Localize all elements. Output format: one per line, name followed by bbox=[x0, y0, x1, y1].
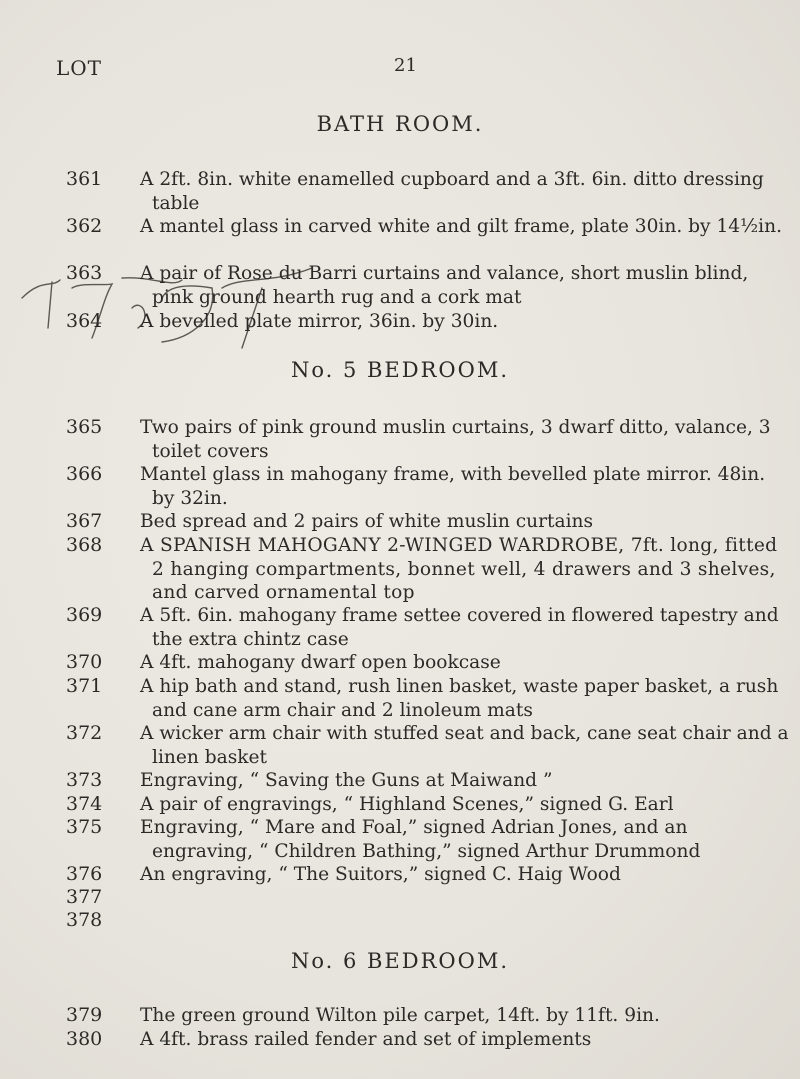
section-heading-no5-bedroom: No. 5 BEDROOM. bbox=[290, 358, 510, 382]
lot-description: A SPANISH MAHOGANY 2-WINGED WARDROBE, 7ft. long, fitted 2 hanging compartments, bonnet well, 4 drawers and 3 shelves, and carved ornamental top bbox=[140, 535, 778, 603]
lot-number: 372 bbox=[66, 722, 103, 744]
lot-number: 363 bbox=[66, 262, 103, 284]
lot-description: Engraving, “ Mare and Foal,” signed Adrian Jones, and an engraving, “ Children Bathing,” signed Arthur Drummond bbox=[140, 817, 701, 862]
section-heading-no6-bedroom: No. 6 BEDROOM. bbox=[290, 949, 510, 973]
lot-number: 369 bbox=[66, 604, 103, 626]
lot-description: A mantel glass in carved white and gilt frame, plate 30in. by 14½in. bbox=[140, 216, 782, 237]
lot-number: 380 bbox=[66, 1028, 103, 1050]
page-number: 21 bbox=[394, 55, 417, 76]
lot-number: 373 bbox=[66, 769, 103, 791]
lot-number: 361 bbox=[66, 168, 103, 190]
lot-description: Two pairs of pink ground muslin curtains, 3 dwarf ditto, valance, 3 toilet covers bbox=[140, 417, 771, 462]
lot-description: Engraving, “ Saving the Guns at Maiwand ” bbox=[140, 770, 553, 791]
lot-number: 368 bbox=[66, 534, 103, 556]
lot-number: 371 bbox=[66, 675, 103, 697]
lot-description: A wicker arm chair with stuffed seat and back, cane seat chair and a linen basket bbox=[140, 723, 789, 768]
lot-description: The green ground Wilton pile carpet, 14ft. by 11ft. 9in. bbox=[140, 1005, 660, 1026]
lot-number: 370 bbox=[66, 651, 103, 673]
lot-number: 362 bbox=[66, 215, 103, 237]
section-heading-bath-room: BATH ROOM. bbox=[316, 112, 484, 136]
lot-description: A pair of Rose du Barri curtains and valance, short muslin blind, pink ground hearth rug and a cork mat bbox=[140, 263, 749, 308]
lot-description: A bevelled plate mirror, 36in. by 30in. bbox=[140, 311, 499, 332]
lot-description: Bed spread and 2 pairs of white muslin curtains bbox=[140, 511, 594, 532]
lot-description: A hip bath and stand, rush linen basket, waste paper basket, a rush and cane arm chair and 2 linoleum mats bbox=[140, 676, 779, 721]
lot-number: 375 bbox=[66, 816, 103, 838]
lot-description: A 2ft. 8in. white enamelled cupboard and a 3ft. 6in. ditto dressing table bbox=[140, 169, 764, 214]
lot-number: 376 bbox=[66, 863, 103, 885]
lot-number: 374 bbox=[66, 793, 103, 815]
lot-number: 366 bbox=[66, 463, 103, 485]
lot-number: 365 bbox=[66, 416, 103, 438]
lot-number: 379 bbox=[66, 1004, 103, 1026]
lot-description: A 4ft. mahogany dwarf open bookcase bbox=[140, 652, 501, 673]
lot-description: A 4ft. brass railed fender and set of implements bbox=[140, 1029, 592, 1050]
lot-number: 367 bbox=[66, 510, 103, 532]
lot-description: An engraving, “ The Suitors,” signed C. Haig Wood bbox=[140, 864, 621, 885]
lot-number: 378 bbox=[66, 909, 103, 931]
lot-column-header: LOT bbox=[56, 56, 103, 80]
lot-number: 364 bbox=[66, 310, 103, 332]
lot-number: 377 bbox=[66, 886, 103, 908]
lot-description: Mantel glass in mahogany frame, with bevelled plate mirror. 48in. by 32in. bbox=[140, 464, 766, 509]
lot-description: A pair of engravings, “ Highland Scenes,” signed G. Earl bbox=[140, 794, 674, 815]
lot-description: A 5ft. 6in. mahogany frame settee covered in flowered tapestry and the extra chintz case bbox=[140, 605, 779, 650]
